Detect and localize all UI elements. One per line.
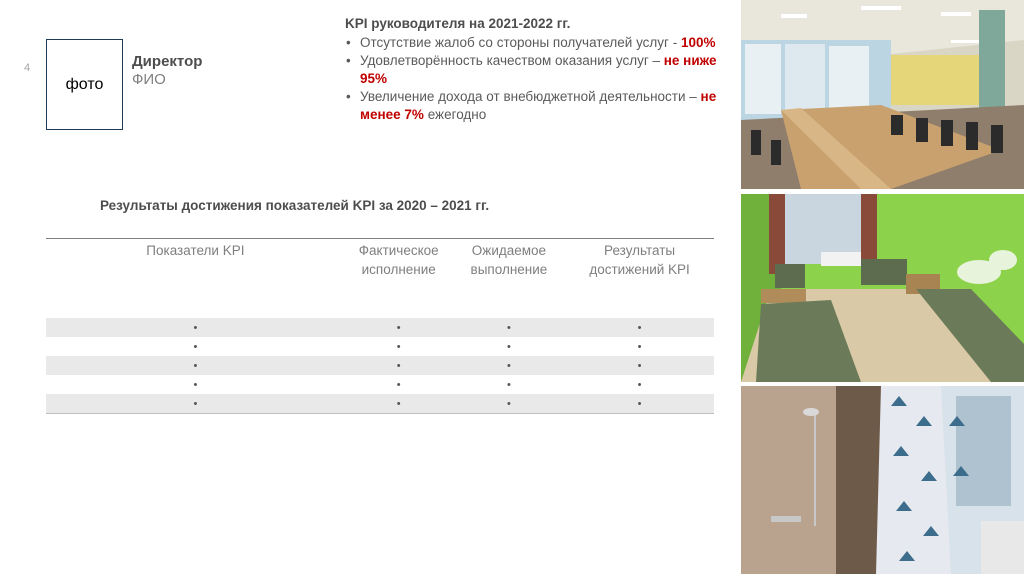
table-cell: • xyxy=(46,394,345,414)
kpi-title: KPI руководителя на 2021-2022 гг. xyxy=(345,16,571,31)
table-cell: • xyxy=(193,340,198,353)
kpi-item-text: Удовлетворённость качеством оказания услуг – xyxy=(360,53,664,68)
kpi-list xyxy=(345,34,735,124)
kpi-item xyxy=(345,34,735,52)
header-kpi-indicators: Показатели KPI xyxy=(46,239,345,319)
kpi-item-text: Увеличение дохода от внебюджетной деятельности – xyxy=(360,89,701,104)
table-cell: • xyxy=(193,378,198,391)
table-cell: • xyxy=(453,318,566,337)
results-title: Результаты достижения показателей KPI за 2020 – 2021 гг. xyxy=(100,198,490,213)
table-row xyxy=(46,337,714,356)
table-cell: • xyxy=(637,378,642,391)
table-cell: • xyxy=(46,356,345,375)
kpi-item xyxy=(345,52,735,88)
table-row xyxy=(46,318,714,337)
table-cell: • xyxy=(46,318,345,337)
dining-hall-photo xyxy=(741,0,1024,189)
shower-room-photo xyxy=(741,386,1024,574)
table-cell: • xyxy=(506,378,511,391)
bedroom-photo xyxy=(741,194,1024,382)
kpi-item xyxy=(345,88,735,124)
kpi-block xyxy=(345,15,735,124)
table-row xyxy=(46,375,714,394)
slide-number: 4 xyxy=(24,62,31,74)
table-row xyxy=(46,394,714,414)
director-block xyxy=(132,53,202,89)
table-cell: • xyxy=(453,356,566,375)
table-cell: • xyxy=(565,394,714,414)
table-cell: • xyxy=(565,356,714,375)
kpi-item-highlight: не менее 7% xyxy=(360,89,717,122)
kpi-item-highlight: 100% xyxy=(680,35,716,50)
header-results: Результаты достижений KPI xyxy=(565,239,714,319)
director-name: ФИО xyxy=(132,71,166,88)
kpi-item-highlight: не ниже 95% xyxy=(360,53,717,86)
table-cell: • xyxy=(453,394,566,414)
kpi-results-table xyxy=(46,238,714,414)
photo-label: фото xyxy=(65,75,104,93)
table-cell: • xyxy=(565,318,714,337)
kpi-item-text: Отсутствие жалоб со стороны получателей услуг - xyxy=(360,35,681,50)
table-cell: • xyxy=(345,318,453,337)
table-cell: • xyxy=(345,356,453,375)
kpi-item-suffix: ежегодно xyxy=(423,107,487,122)
table-cell: • xyxy=(396,378,401,391)
table-cell: • xyxy=(396,340,401,353)
header-actual: Фактическое исполнение xyxy=(345,239,453,319)
table-header-row xyxy=(46,239,714,319)
table-row xyxy=(46,356,714,375)
table-cell: • xyxy=(345,394,453,414)
table-cell: • xyxy=(506,340,511,353)
director-role: Директор xyxy=(132,53,203,70)
table-cell: • xyxy=(637,340,642,353)
director-photo-placeholder xyxy=(46,39,123,130)
header-expected: Ожидаемое выполнение xyxy=(453,239,566,319)
